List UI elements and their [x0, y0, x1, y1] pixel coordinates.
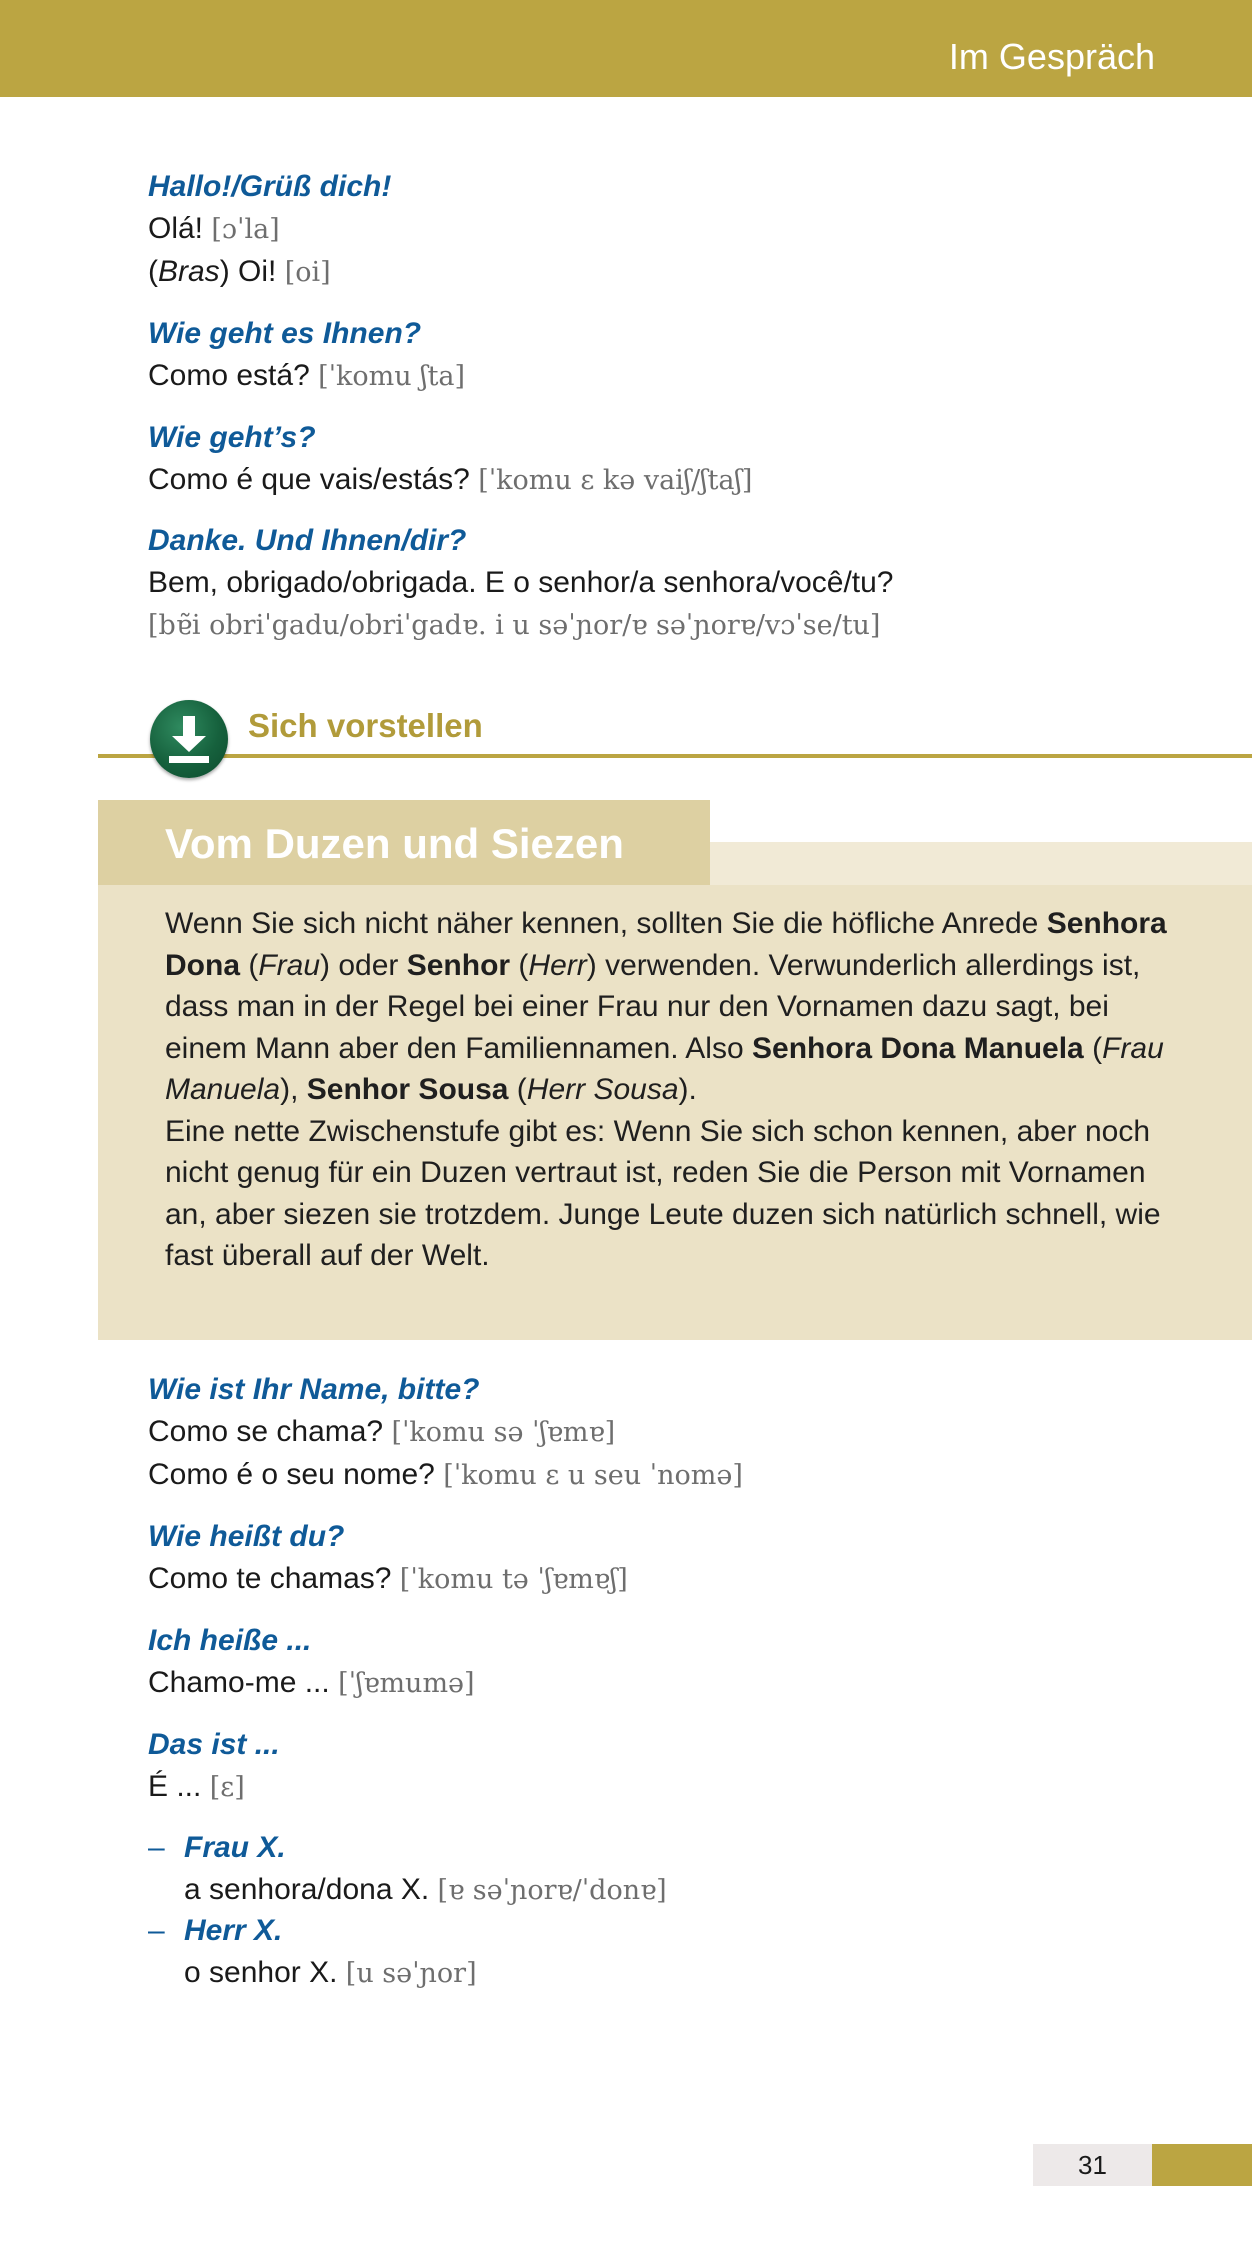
ipa-transcription: [u səˈɲor] [345, 1958, 477, 1989]
portuguese-line: Como é o seu nome? [ˈkomu ɛ u seu ˈnomə] [148, 1458, 743, 1491]
phrase-entry [148, 1516, 628, 1601]
phrase-entry [148, 1369, 743, 1497]
ipa-transcription: [ɐ səˈɲorɐ/ˈdonɐ] [437, 1875, 667, 1906]
infobox-header-strip [710, 842, 1252, 885]
list-dash: – [148, 1914, 165, 1947]
german-phrase: Wie ist Ihr Name, bitte? [148, 1373, 480, 1406]
portuguese-line: o senhor X. [u səˈɲor] [184, 1956, 477, 1989]
section-title: Sich vorstellen [248, 707, 483, 744]
phrase-entry [148, 1724, 280, 1809]
sub-phrase-entry [184, 1827, 667, 1912]
portuguese-line [148, 604, 894, 647]
portuguese-line: Como se chama? [ˈkomu sə ˈʃɐmɐ] [148, 1415, 616, 1448]
infobox-body [98, 885, 1252, 1340]
page-number: 31 [1033, 2144, 1152, 2186]
ipa-transcription: [ˈkomu ɛ kə vaiʃ/ʃtaʃ] [478, 465, 753, 496]
german-phrase: Ich heiße ... [148, 1624, 312, 1657]
chapter-title: Im Gespräch [948, 36, 1155, 77]
portuguese-line: a senhora/dona X. [ɐ səˈɲorɐ/ˈdonɐ] [184, 1873, 667, 1906]
portuguese-line: É ... [ɛ] [148, 1770, 245, 1803]
german-phrase: Herr X. [184, 1914, 283, 1947]
portuguese-line: (Bras) Oi! [oi] [148, 255, 331, 288]
ipa-transcription: [ˈʃɐmumə] [338, 1668, 475, 1699]
german-phrase: Hallo!/Grüß dich! [148, 170, 392, 203]
phrase-entry [148, 520, 894, 647]
ipa-transcription: [ˈkomu sə ˈʃɐmɐ] [391, 1417, 616, 1448]
portuguese-line: Como te chamas? [ˈkomu tə ˈʃɐmɐʃ] [148, 1562, 628, 1595]
ipa-transcription: [ˈkomu ʃta] [318, 361, 466, 392]
portuguese-line: Olá! [ɔˈla] [148, 212, 280, 245]
portuguese-line: Como é que vais/estás? [ˈkomu ɛ kə vaiʃ/ʃtaʃ] [148, 463, 753, 496]
phrase-entry [148, 417, 752, 502]
german-phrase: Wie geht’s? [148, 421, 316, 454]
page-number-accent [1152, 2144, 1252, 2186]
chapter-header-band [0, 0, 1252, 97]
german-phrase: Wie geht es Ihnen? [148, 317, 422, 350]
ipa-transcription: [ˈkomu tə ˈʃɐmɐʃ] [399, 1564, 628, 1595]
phrase-entry [148, 313, 465, 398]
list-dash: – [148, 1831, 165, 1864]
infobox-text: Wenn Sie sich nicht näher kennen, sollten Sie die höfliche Anrede Senhora Dona (Frau) oder Senhor (Herr) verwenden. Verwunderlich allerdings ist, dass man in der Regel bei einer Frau nur den Vornamen dazu sagt, bei einem Mann aber den Familiennamen. Also Senhora Dona Manuela (Frau Manuela), Senhor Sousa (Herr Sousa). Eine nette Zwischenstufe gibt es: Wenn Sie sich schon kennen, aber noch nicht genug für ein Duzen vertraut ist, reden Sie die Person mit Vornamen an, aber siezen sie trotzdem. Junge Leute duzen sich natürlich schnell, wie fast überall auf der Welt. [165, 907, 1167, 1272]
download-icon[interactable] [150, 700, 228, 778]
portuguese-line: Bem, obrigado/obrigada. E o senhor/a senhora/você/tu? [148, 566, 894, 599]
section-divider [98, 754, 1252, 758]
german-phrase: Das ist ... [148, 1728, 280, 1761]
phrase-entry [148, 166, 391, 294]
portuguese-line: Como está? [ˈkomu ʃta] [148, 359, 466, 392]
phrase-entry [148, 1620, 475, 1705]
infobox-tab [98, 800, 710, 885]
ipa-transcription: [oi] [284, 257, 331, 288]
ipa-transcription: [bɐ̃i obriˈgadu/obriˈgadɐ. i u səˈɲor/ɐ səˈɲorɐ/vɔˈse/tu] [148, 610, 881, 641]
german-phrase: Wie heißt du? [148, 1520, 345, 1553]
ipa-transcription: [ɛ] [209, 1772, 245, 1803]
german-phrase: Frau X. [184, 1831, 286, 1864]
region-label: Bras [158, 255, 220, 288]
portuguese-line: Chamo-me ... [ˈʃɐmumə] [148, 1666, 475, 1699]
sub-phrase-entry [184, 1910, 477, 1995]
ipa-transcription: [ˈkomu ɛ u seu ˈnomə] [443, 1460, 743, 1491]
german-phrase: Danke. Und Ihnen/dir? [148, 524, 467, 557]
infobox-title: Vom Duzen und Siezen [165, 820, 624, 867]
ipa-transcription: [ɔˈla] [211, 214, 280, 245]
